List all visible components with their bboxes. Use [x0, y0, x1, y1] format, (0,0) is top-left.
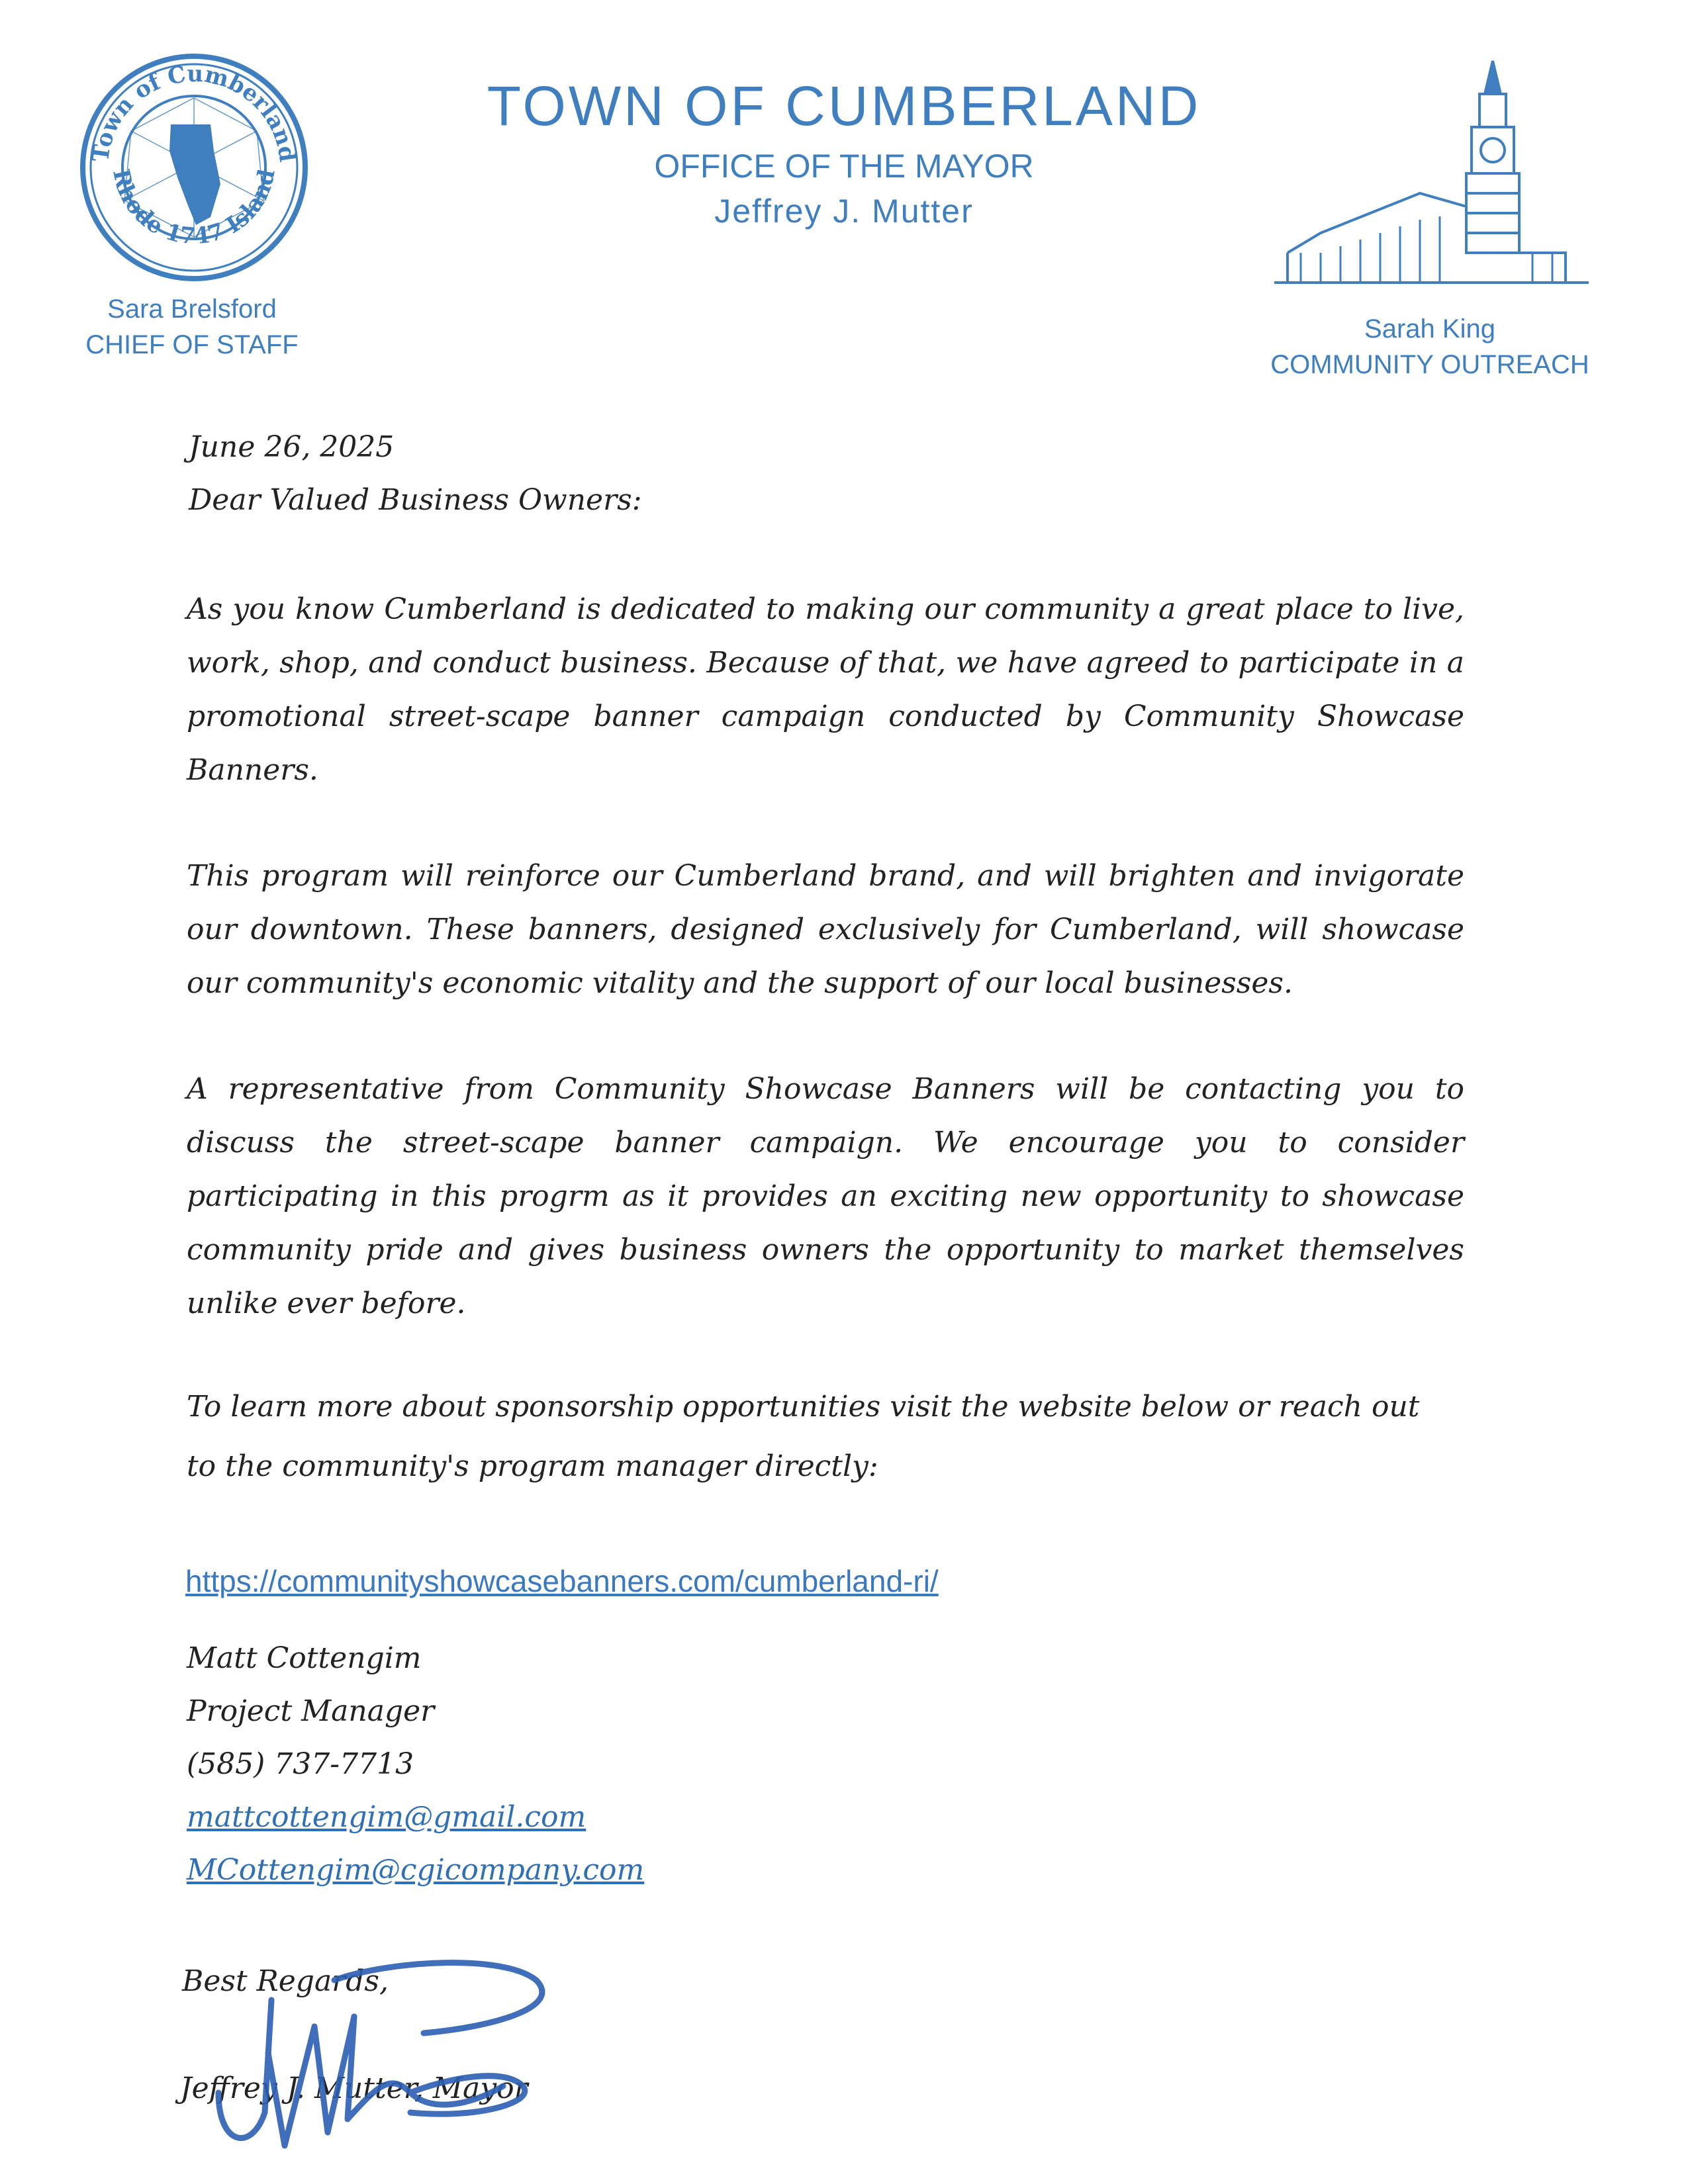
mayor-name: Jeffrey J. Mutter [714, 193, 974, 230]
community-outreach-name: Sarah King [1364, 314, 1495, 343]
seal-top-text: Town of Cumberland [87, 60, 301, 164]
community-outreach-block [1244, 311, 1615, 383]
seal-bottom-text: Rhode 1747 Island [107, 166, 281, 250]
contact-email-gmail-link[interactable]: mattcottengim@gmail.com [187, 1800, 586, 1834]
closing: Best Regards, [182, 1964, 389, 1998]
signer-name: Jeffrey J. Mutter, Mayor [180, 2071, 528, 2105]
program-website-link[interactable]: https://communityshowcasebanners.com/cumberland-ri/ [185, 1564, 939, 1598]
contact-email-cgi-link[interactable]: MCottengim@cgicompany.com [187, 1853, 645, 1887]
cta-line-1: To learn more about sponsorship opportunities visit the website below or reach out [187, 1390, 1420, 1424]
mayor-signature-icon [192, 1954, 563, 2172]
letter-date: June 26, 2025 [189, 430, 395, 464]
office-of-mayor: OFFICE OF THE MAYOR [654, 148, 1034, 185]
contact-phone: (585) 737-7713 [187, 1747, 414, 1781]
community-outreach-title: COMMUNITY OUTREACH [1270, 350, 1589, 379]
clock-tower-illustration-icon [1274, 54, 1589, 316]
contact-name: Matt Cottengim [187, 1641, 422, 1675]
chief-of-staff-title: CHIEF OF STAFF [85, 330, 299, 359]
paragraph-3: A representative from Community Showcase Banners will be contacting you to discuss the street-scape banner campaign. We encourage you to consider participating in this progrm as it provides an exciting new opportunity to showcase community pride and gives business owners the opportunity to market themselves unlike ever before. [187, 1072, 1464, 1320]
cta-line-2: to the community's program manager directly: [187, 1449, 878, 1483]
salutation: Dear Valued Business Owners: [189, 483, 642, 517]
chief-of-staff-block [60, 291, 324, 363]
chief-of-staff-name: Sara Brelsford [107, 295, 277, 324]
contact-title: Project Manager [187, 1694, 435, 1728]
paragraph-2: This program will reinforce our Cumberland brand, and will brighten and invigorate our downtown. These banners, designed exclusively for Cumberland, will showcase our community's economic vitality and the support of our local businesses. [187, 859, 1464, 1000]
paragraph-1: As you know Cumberland is dedicated to making our community a great place to live, work, shop, and conduct business. Because of that, we have agreed to participate in a promotional street-scape banner campaign conducted by Community Showcase Banners. [187, 592, 1464, 787]
letterhead-title: TOWN OF CUMBERLAND [487, 75, 1201, 137]
